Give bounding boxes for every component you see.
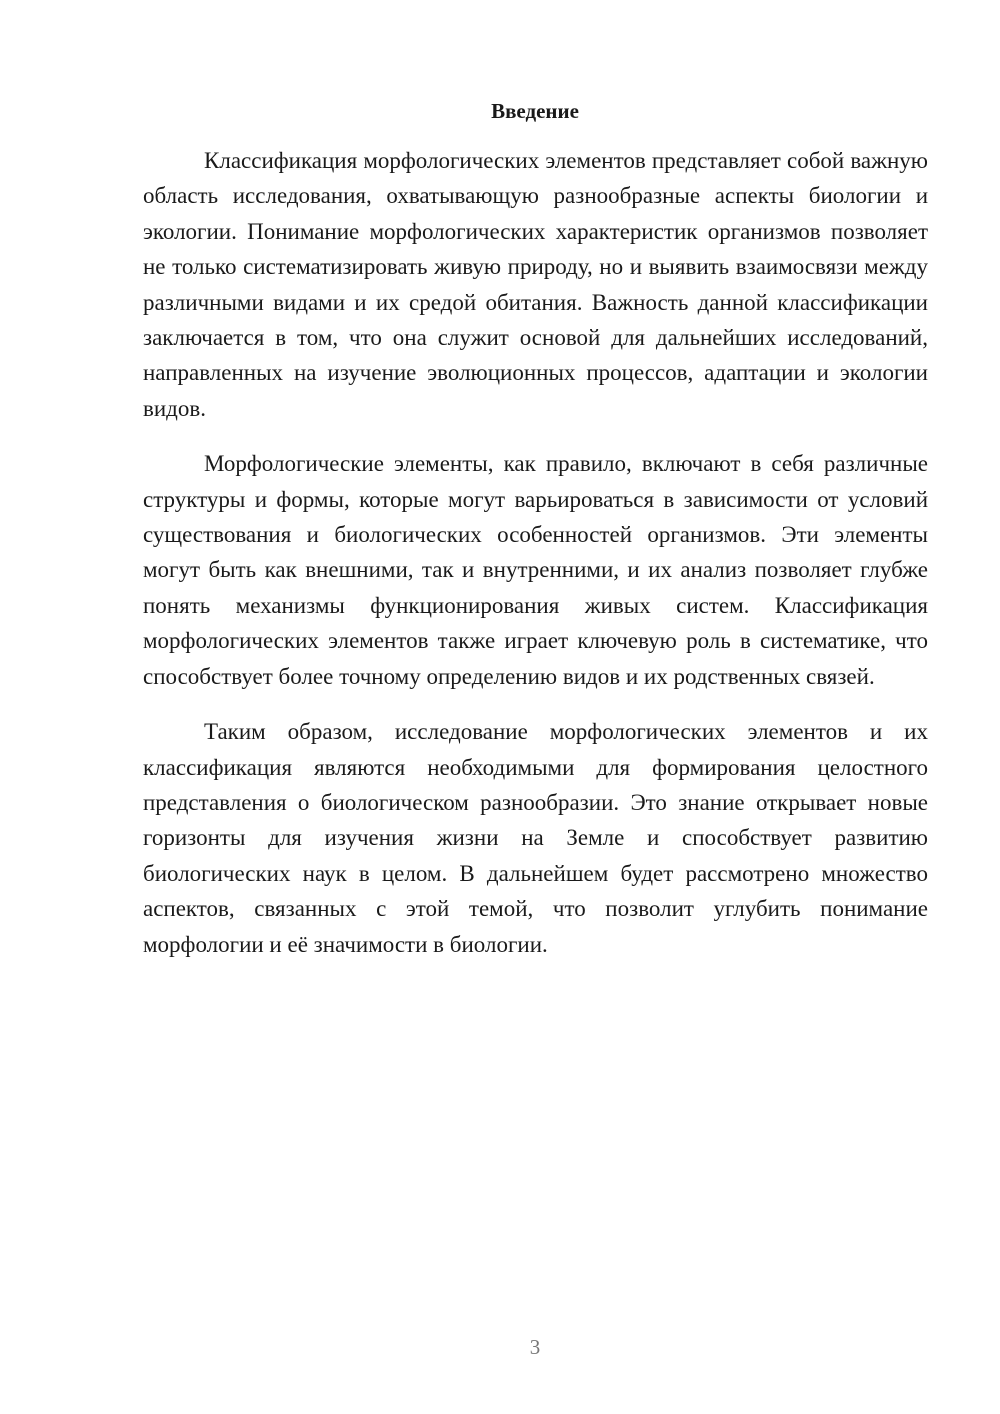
section-title: Введение <box>491 99 579 123</box>
body-text <box>143 143 928 982</box>
paragraph-3: Таким образом, исследование морфологических элементов и их классификация являются необходимыми для формирования целостного представления о биологическом разнообразии. Это знание открывает новые горизонты для изучения жизни на Земле и способствует развитию биологических наук в целом. В дальнейшем будет рассмотрено множество аспектов, связанных с этой темой, что позволит углубить понимание морфологии и её значимости в биологии. <box>143 719 928 957</box>
paragraph-2: Морфологические элементы, как правило, включают в себя различные структуры и формы, которые могут варьироваться в зависимости от условий существования и биологических особенностей организмов. Эти элементы могут быть как внешними, так и внутренними, и их анализ позволяет глубже понять механизмы функционирования живых систем. Классификация морфологических элементов также играет ключевую роль в систематике, что способствует более точному определению видов и их родственных связей. <box>143 451 928 689</box>
paragraph-1: Классификация морфологических элементов представляет собой важную область исследования, охватывающую разнообразные аспекты биологии и экологии. Понимание морфологических характеристик организмов позволяет не только систематизировать живую природу, но и выявить взаимосвязи между различными видами и их средой обитания. Важность данной классификации заключается в том, что она служит основой для дальнейших исследований, направленных на изучение эволюционных процессов, адаптации и экологии видов. <box>143 148 928 421</box>
page-number: 3 <box>529 1335 541 1359</box>
